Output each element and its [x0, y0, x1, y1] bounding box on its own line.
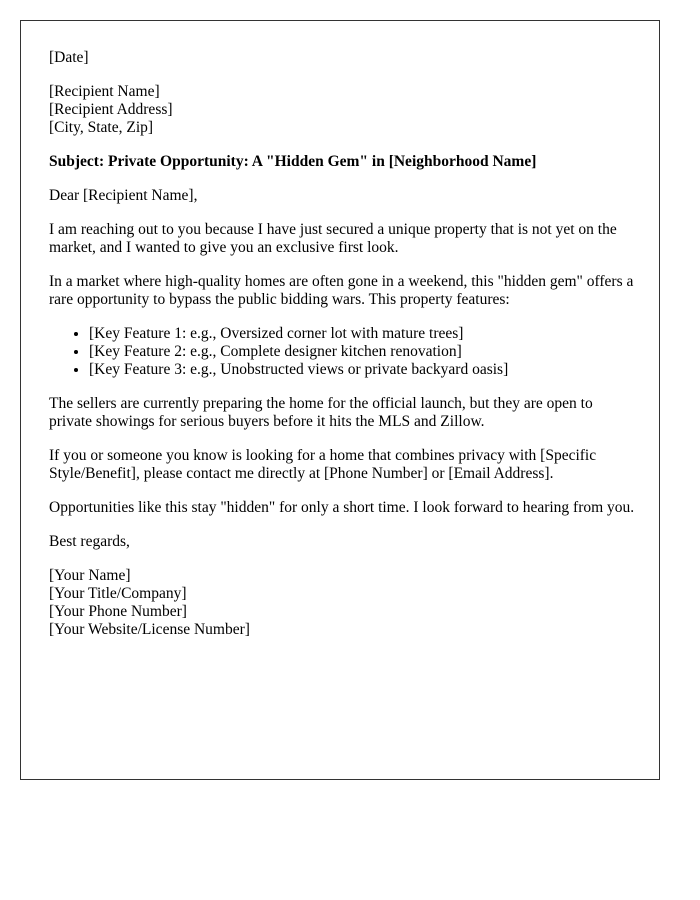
salutation: Dear [Recipient Name],	[49, 187, 198, 204]
letter-date: [Date]	[49, 49, 89, 66]
sellers-paragraph: The sellers are currently preparing the home for the official launch, but they are open to private showings for serious buyers before it hits the MLS and Zillow.	[49, 395, 593, 430]
contact-paragraph: If you or someone you know is looking for a home that combines privacy with [Specific Style/Benefit], please contact me directly at [Phone Number] or [Email Address].	[49, 447, 597, 482]
feature-item: • [Key Feature 2: e.g., Complete designer kitchen renovation]	[89, 343, 639, 361]
closing-note-paragraph: Opportunities like this stay "hidden" for only a short time. I look forward to hearing from you.	[49, 499, 635, 516]
signature-title-company: [Your Title/Company]	[49, 585, 187, 602]
letter-content	[49, 49, 639, 639]
signature-website-license: [Your Website/License Number]	[49, 621, 250, 638]
feature-item: • [Key Feature 1: e.g., Oversized corner lot with mature trees]	[89, 325, 639, 343]
market-paragraph: In a market where high-quality homes are often gone in a weekend, this "hidden gem" offers a rare opportunity to bypass the public bidding wars. This property features:	[49, 273, 634, 308]
intro-paragraph: I am reaching out to you because I have just secured a unique property that is not yet on the market, and I wanted to give you an exclusive first look.	[49, 221, 617, 256]
signature-phone: [Your Phone Number]	[49, 603, 187, 620]
signature-block	[49, 567, 639, 639]
recipient-name: [Recipient Name]	[49, 83, 160, 100]
recipient-city-state-zip: [City, State, Zip]	[49, 119, 154, 136]
recipient-block	[49, 83, 639, 137]
feature-item: • [Key Feature 3: e.g., Unobstructed views or private backyard oasis]	[89, 361, 639, 379]
recipient-address: [Recipient Address]	[49, 101, 173, 118]
signature-name: [Your Name]	[49, 567, 131, 584]
subject-line: Subject: Private Opportunity: A "Hidden Gem" in [Neighborhood Name]	[49, 153, 537, 170]
letter-page	[20, 20, 660, 780]
feature-list	[49, 325, 639, 379]
signoff: Best regards,	[49, 533, 130, 550]
